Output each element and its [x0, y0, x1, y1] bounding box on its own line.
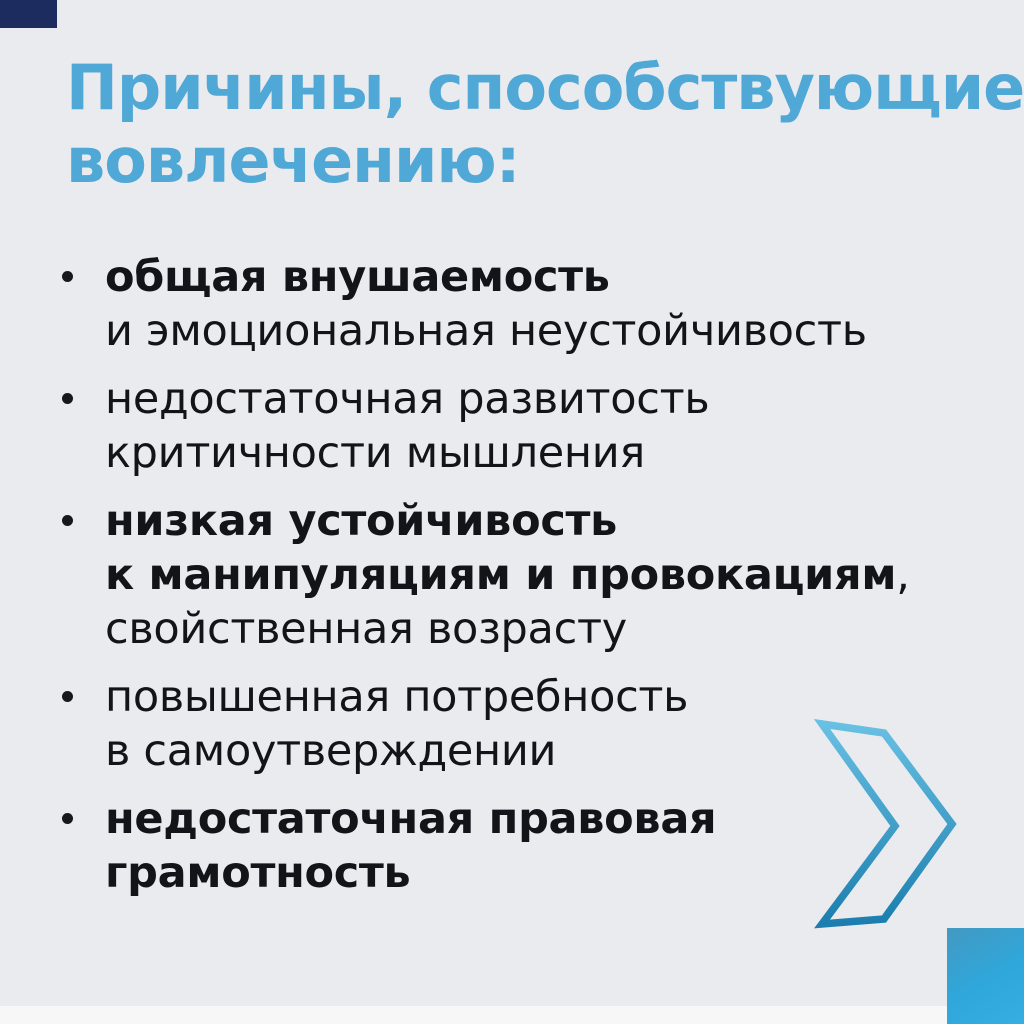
- bullet-text-line: общая внушаемость: [105, 252, 610, 302]
- bullet-text-line: к манипуляциям и провокациям,: [105, 550, 910, 600]
- bottom-right-accent-square: [947, 928, 1024, 1024]
- page-title-line1: Причины, способствующие: [66, 51, 1024, 124]
- bullet-text-line: свойственная возрасту: [105, 604, 627, 654]
- bullet-text-line: недостаточная правовая: [105, 794, 717, 844]
- bullet-text-line: повышенная потребность: [105, 672, 689, 722]
- bullet-text-line: в самоутверждении: [105, 726, 557, 776]
- bullet-text-line: низкая устойчивость: [105, 496, 618, 546]
- bullet-text-line: грамотность: [105, 848, 411, 898]
- page-title-line2: вовлечению:: [66, 123, 520, 197]
- bullet-text-line: критичности мышления: [105, 428, 645, 478]
- bottom-white-strip: [0, 1006, 1024, 1024]
- bullet-text-line: и эмоциональная неустойчивость: [105, 306, 867, 356]
- bullet-text-line: недостаточная развитость: [105, 374, 710, 424]
